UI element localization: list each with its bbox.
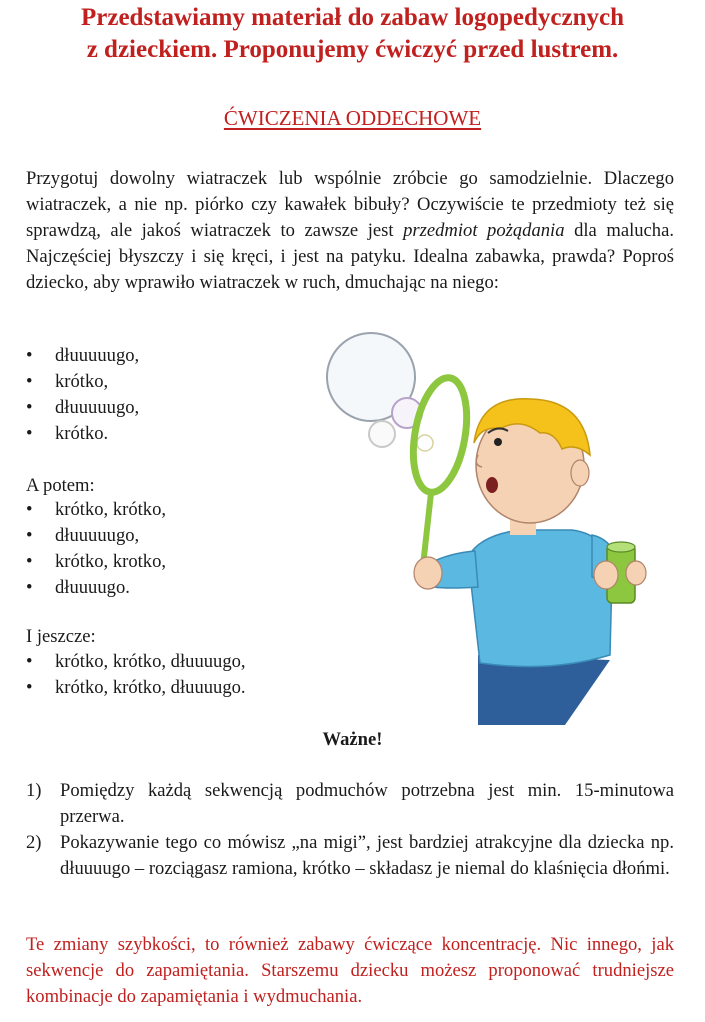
rule-item [26,830,674,882]
list-3-lead: I jeszcze: [26,626,96,647]
list-item: • krótko, krotko, [26,549,326,575]
section-title: ĆWICZENIA ODDECHOWE [223,106,482,130]
list-item: • dłuuuuugo, [26,343,326,369]
sequence-list-2 [26,497,326,601]
rules-list [26,778,674,882]
heading-line-1: Przedstawiamy materiał do zabaw logopedycznych [81,4,624,31]
list-item: • krótko, krótko, [26,497,326,523]
sequence-list-3 [26,649,326,701]
heading-line-2: z dzieckiem. Proponujemy ćwiczyć przed lustrem. [86,36,619,63]
boy-blowing-bubbles-illustration [310,325,670,725]
rule-text: Pokazywanie tego co mówisz „na migi”, jest bardziej atrakcyjne dla dziecka np. dłuuuugo – rozciągasz ramiona, krótko – składasz je niemal do klaśnięcia dłońmi. [60,832,674,879]
rule-item [26,778,674,830]
list-item: • krótko, krótko, dłuuuugo, [26,649,326,675]
list-item: • krótko, krótko, dłuuuugo. [26,675,326,701]
important-heading: Ważne! [322,729,383,750]
list-item: • krótko, [26,369,326,395]
intro-italic: przedmiot pożądania [403,220,565,241]
list-2-lead: A potem: [26,475,95,496]
list-item: • krótko. [26,421,326,447]
rule-number: 2) [26,832,42,853]
list-item: • dłuuuuugo, [26,395,326,421]
rule-text: Pomiędzy każdą sekwencją podmuchów potrzebna jest min. 15-minutowa przerwa. [60,780,674,827]
intro-text-1: Przygotuj dowolny wiatraczek lub wspólnie zróbcie go samodzielnie. Dlaczego wiatraczek, a nie np. piórko czy kawałek bibuły? Oczywiście te przedmioty też się sprawdzą, ale jakoś wiatraczek to zawsze jest [26,168,674,241]
intro-paragraph [26,166,674,296]
list-item: • dłuuuugo. [26,575,326,601]
document-heading [0,2,705,66]
footer-paragraph: Te zmiany szybkości, to również zabawy ćwiczące koncentrację. Nic innego, jak sekwencje do zapamiętania. Starszemu dziecku możesz proponować trudniejsze kombinacje do zapamiętania i wydmuchania. [26,934,674,1007]
rule-number: 1) [26,780,42,801]
intro-text-2: dla malucha. Najczęściej błyszczy i się kręci, i jest na patyku. Idealna zabawka, prawda? Poproś dziecko, aby wprawiło wiatraczek w ruch, dmuchając na niego: [26,220,674,293]
list-item: • dłuuuuugo, [26,523,326,549]
sequence-list-1 [26,343,326,447]
